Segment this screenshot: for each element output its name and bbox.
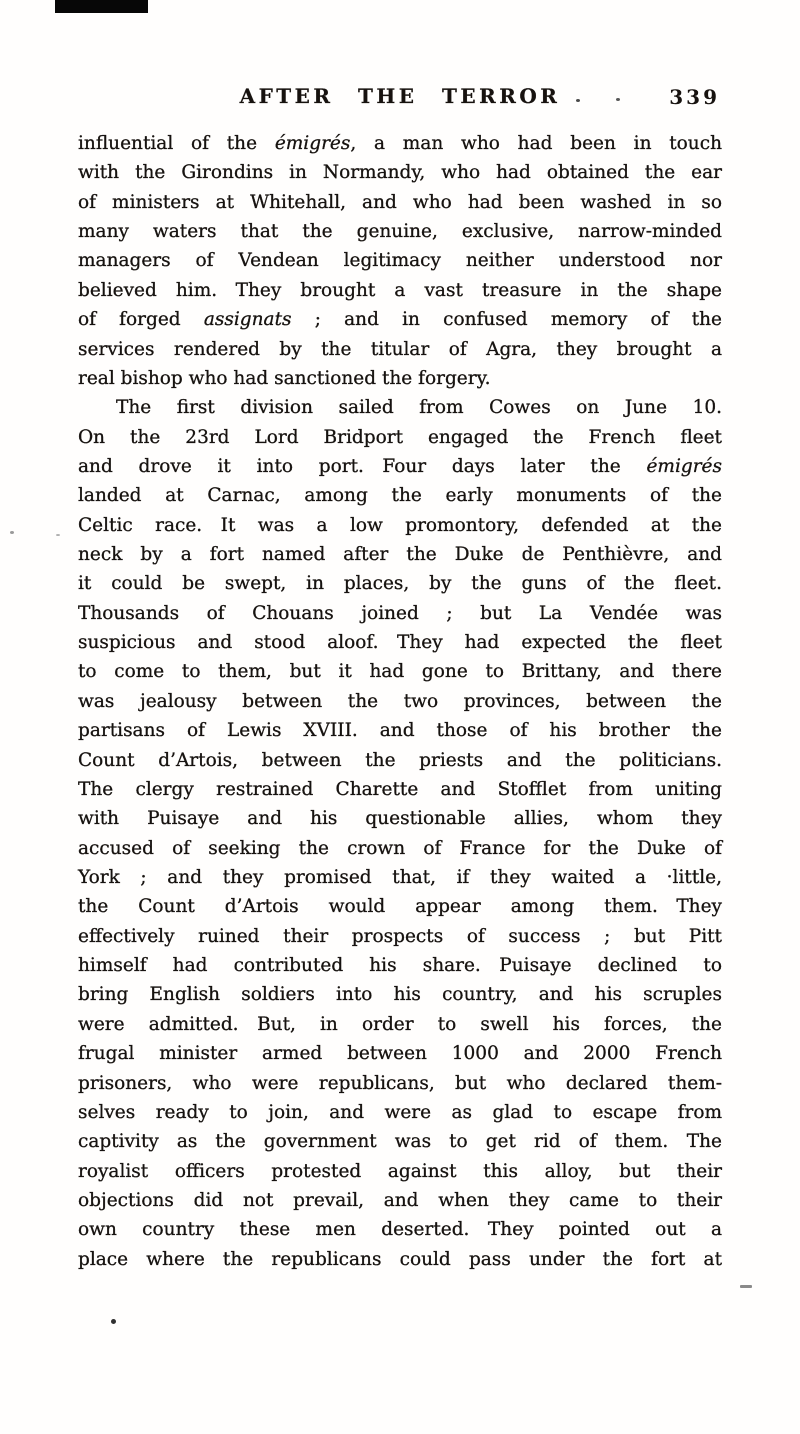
scan-speck [10,531,14,534]
text-segment: own country these men deserted. They pointed out a [78,1219,722,1241]
scan-artifact-bar [55,0,148,13]
text-segment: real bishop who had sanctioned the forgery. [78,367,491,389]
scan-speck [111,1319,116,1324]
text-line [78,364,722,393]
text-segment: accused of seeking the crown of France for the Duke of [78,837,722,859]
text-line [78,599,722,628]
text-segment: neck by a fort named after the Duke de Penthièvre, and [78,544,722,566]
text-line [78,569,722,598]
page-body [78,129,722,1274]
text-segment: the Count d’Artois would appear among them. They [78,896,722,918]
italic-text: assignats [203,309,292,331]
text-line [78,1186,722,1215]
text-segment: many waters that the genuine, exclusive, narrow-minded [78,221,722,243]
text-segment: suspicious and stood aloof. They had expected the fleet [78,632,722,654]
text-line [78,188,722,217]
text-line [78,540,722,569]
text-segment: with the Girondins in Normandy, who had obtained the ear [78,162,722,184]
text-line [78,1157,722,1186]
scan-speck [56,534,60,536]
text-line [78,746,722,775]
text-segment: frugal minister armed between 1000 and 2000 French [78,1043,722,1065]
text-segment: effectively ruined their prospects of success ; but Pitt [78,925,722,947]
text-segment: selves ready to join, and were as glad to escape from [78,1101,722,1123]
text-line [78,1098,722,1127]
text-segment: and drove it into port. Four days later the [78,455,647,477]
text-segment: with Puisaye and his questionable allies, whom they [78,808,722,830]
text-line [78,804,722,833]
text-segment: ; and in confused memory of the [291,309,722,331]
text-segment: Thousands of Chouans joined ; but La Vendée was [78,602,722,624]
text-line [78,687,722,716]
text-line [78,1127,722,1156]
text-line [78,980,722,1009]
text-segment: captivity as the government was to get rid of them. The [78,1131,722,1153]
text-segment: of ministers at Whitehall, and who had been washed in so [78,191,722,213]
text-segment: Celtic race. It was a low promontory, defended at the [78,514,722,536]
scan-speck [616,98,620,101]
text-line [78,158,722,187]
text-line [78,335,722,364]
text-segment: were admitted. But, in order to swell his forces, the [78,1013,722,1035]
text-line [78,951,722,980]
text-segment: himself had contributed his share. Puisaye declined to [78,955,722,977]
text-segment: objections did not prevail, and when they came to their [78,1189,722,1211]
text-line [78,775,722,804]
text-line [78,628,722,657]
text-line [78,1245,722,1274]
text-segment: services rendered by the titular of Agra, they brought a [78,338,722,360]
text-segment: prisoners, who were republicans, but who declared them- [78,1072,722,1094]
text-segment: York ; and they promised that, if they waited a ·little, [78,866,722,888]
text-line [78,305,722,334]
text-segment: managers of Vendean legitimacy neither understood nor [78,250,722,272]
text-line [78,217,722,246]
text-segment: believed him. They brought a vast treasure in the shape [78,279,722,301]
text-segment: On the 23rd Lord Bridport engaged the French fleet [78,426,722,448]
text-segment: influential of the [78,133,275,154]
italic-text: émigrés [274,133,351,154]
text-segment: The first division sailed from Cowes on June 10. [116,397,722,419]
text-line [78,1039,722,1068]
text-segment: place where the republicans could pass under the fort at [78,1248,722,1270]
scan-speck [576,99,580,102]
text-line [78,511,722,540]
text-line [78,423,722,452]
text-line [78,892,722,921]
text-line [78,452,722,481]
italic-text: émigrés [646,455,722,477]
text-line [78,129,722,158]
text-line [78,1215,722,1244]
text-segment: bring English soldiers into his country, and his scruples [78,984,722,1006]
page-number: 339 [669,85,720,109]
text-line [78,657,722,686]
text-segment: , a man who had been in touch [350,133,723,154]
text-line [78,834,722,863]
text-segment: of forged [78,309,204,331]
text-segment: The clergy restrained Charette and Stofflet from uniting [78,778,722,800]
text-segment: landed at Carnac, among the early monuments of the [78,485,722,507]
text-segment: it could be swept, in places, by the guns of the fleet. [78,573,722,595]
text-segment: was jealousy between the two provinces, between the [78,690,722,712]
text-line [78,393,722,422]
text-segment: to come to them, but it had gone to Brittany, and there [78,661,722,683]
text-segment: partisans of Lewis XVIII. and those of his brother the [78,720,722,742]
scan-artifact-dash [740,1285,752,1288]
text-line [78,863,722,892]
text-line [78,1069,722,1098]
text-line [78,246,722,275]
text-segment: royalist officers protested against this alloy, but their [78,1160,722,1182]
text-line [78,481,722,510]
page-header [0,84,800,110]
running-title: AFTER THE TERROR [239,84,561,108]
text-line [78,276,722,305]
text-line [78,922,722,951]
text-line [78,716,722,745]
text-line [78,1010,722,1039]
text-segment: Count d’Artois, between the priests and the politicians. [78,749,722,771]
